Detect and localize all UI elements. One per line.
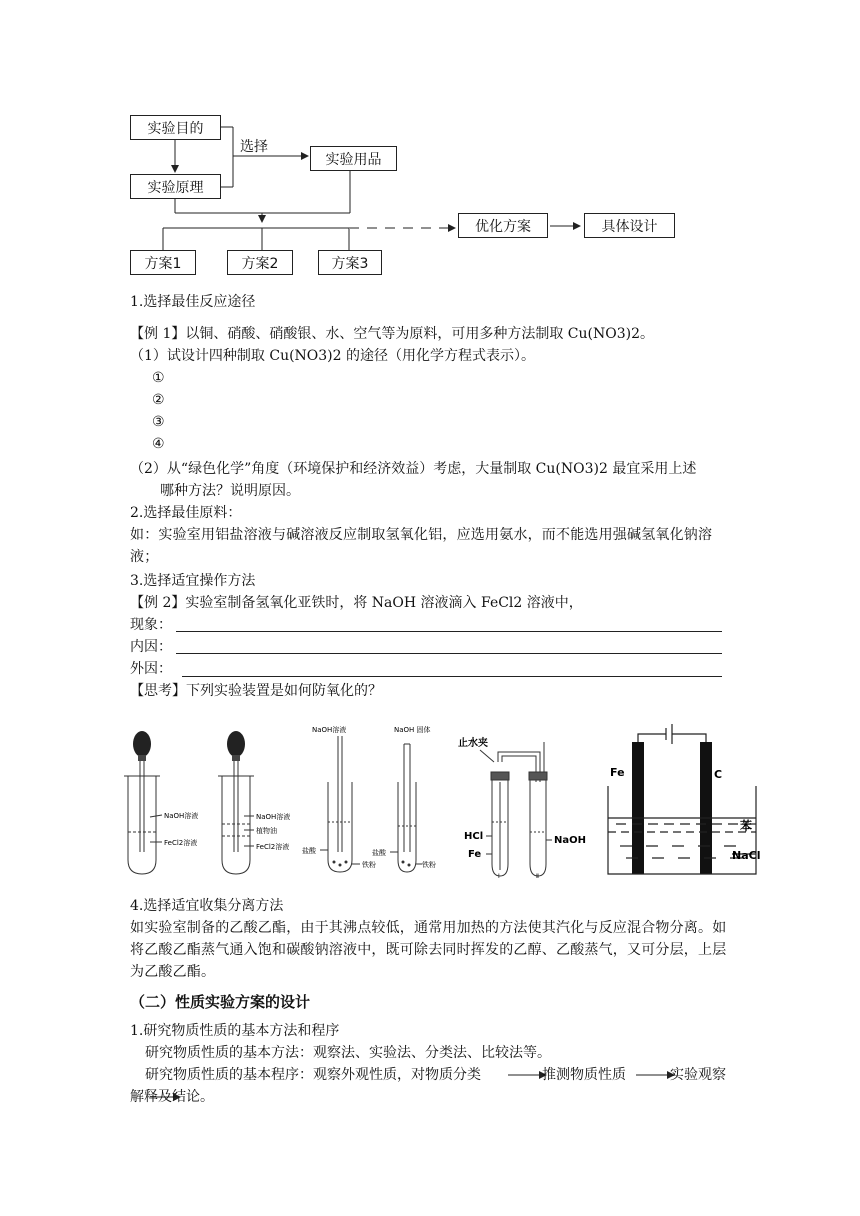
fig-iron-powder-2: 铁粉 [422,861,436,869]
section3-title: 3.选择适宜操作方法 [130,573,256,589]
apparatus-long-tube-4 [390,744,422,872]
fig-fecl2-sol-2: FeCl2溶液 [256,843,290,851]
outer-cause-blank [182,676,722,677]
question1: （1）试设计四种制取 Cu(NO3)2 的途径（用化学方程式表示）。 [130,348,536,364]
fig-hcl: HCl [464,831,484,842]
flow-plan1-label: 方案1 [144,255,182,272]
circle-2: ② [152,392,165,408]
circle-1: ① [152,370,165,386]
inner-cause-blank [176,653,722,654]
example1: 【例 1】以铜、硝酸、硝酸银、水、空气等为原料，可用多种方法制取 Cu(NO3)2。 [130,326,655,342]
flow-select-label: 选择 [240,139,268,155]
flow-principle-label: 实验原理 [147,179,204,196]
fig-veg-oil: 植物油 [256,827,277,835]
procedure-arrows [0,1060,860,1120]
inner-cause-label: 内因： [130,639,172,655]
fig-naoh-sol-top: NaOH溶液 [312,726,347,734]
fig-tube-2: Ⅱ [536,873,539,880]
flow-box-optimize [458,213,548,238]
flow-connectors [0,0,860,290]
fig-naoh-sol-1: NaOH溶液 [164,812,199,820]
flow-box-principle [130,174,221,199]
flow-design-label: 具体设计 [601,218,658,235]
fig-c-electrode: C [714,768,723,781]
flow-box-plan1 [130,250,196,275]
procedure-part-a: 研究物质性质的基本程序：观察外观性质，对物质分类 [145,1067,481,1083]
methods-text: 研究物质性质的基本方法：观察法、实验法、分类法、比较法等。 [145,1045,551,1061]
question2-line2: 哪种方法？说明原因。 [160,483,300,499]
fig-tube-1: Ⅰ [498,873,500,880]
apparatus-long-tube-3 [320,736,360,872]
procedure-part-d: 解释及结论。 [130,1089,214,1105]
fig-hcl-tube-1: 盐酸 [302,847,316,855]
procedure-part-b: 推测物质性质 [542,1067,626,1083]
section5-title: 1.研究物质性质的基本方法和程序 [130,1023,340,1039]
fig-benzene: 苯 [740,819,753,833]
fig-hcl-tube-2: 盐酸 [372,849,386,857]
fig-naoh-sol-2: NaOH溶液 [256,813,291,821]
phenomenon-label: 现象： [130,617,172,633]
flow-box-plan3 [318,250,382,275]
flow-plan2-label: 方案2 [241,255,279,272]
apparatus-dropper-tube-2 [218,731,254,874]
fig-iron-powder-1: 铁粉 [362,861,376,869]
flow-goal-label: 实验目的 [147,120,204,137]
phenomenon-blank [176,631,722,632]
example2: 【例 2】实验室制备氢氧化亚铁时，将 NaOH 溶液滴入 FeCl2 溶液中， [130,595,583,611]
flow-box-plan2 [227,250,293,275]
fig-naoh-solid: NaOH 固体 [394,726,431,734]
flow-box-goal [130,115,221,140]
circle-4: ④ [152,436,165,452]
section1-title: 1.选择最佳反应途径 [130,294,256,310]
section4-text: 如实验室制备的乙酸乙酯，由于其沸点较低，通常用加热的方法使其汽化与反应混合物分离。如将乙酸乙酯蒸气通入饱和碳酸钠溶液中，既可除去同时挥发的乙醇、乙酸蒸气，又可分层，上层为乙酸乙酯。 [130,920,727,980]
flow-box-design [584,213,675,238]
apparatus-dropper-tube-1 [124,731,162,874]
flow-optimize-label: 优化方案 [475,218,531,235]
fig-fecl2-sol-1: FeCl2溶液 [164,839,198,847]
think-prompt: 【思考】下列实验装置是如何防氧化的？ [130,683,382,699]
fig-nacl: NaCl [732,849,760,862]
fig-stop-clip: 止水夹 [458,738,488,749]
question2-line1: （2）从“绿色化学”角度（环境保护和经济效益）考虑，大量制取 Cu(NO3)2 最宜采用上述 [130,461,697,477]
flow-materials-label: 实验用品 [325,151,382,168]
section4-title: 4.选择适宜收集分离方法 [130,898,284,914]
fig-naoh: NaOH [554,835,586,846]
fig-fe: Fe [468,849,482,860]
section-heading-property: （二）性质实验方案的设计 [130,993,311,1011]
flow-plan3-label: 方案3 [331,255,369,272]
flow-box-materials [310,146,397,171]
section2-text: 如：实验室用铝盐溶液与碱溶液反应制取氢氧化铝，应选用氨水，而不能选用强碱氢氧化钠溶液； [130,527,713,565]
fig-fe-electrode: Fe [610,766,625,779]
apparatus-figure [120,712,760,882]
procedure-part-c: 实验观察 [670,1067,726,1083]
apparatus-two-tubes-5 [480,742,552,876]
outer-cause-label: 外因： [130,661,172,677]
section2-title: 2.选择最佳原料： [130,505,242,521]
circle-3: ③ [152,414,165,430]
